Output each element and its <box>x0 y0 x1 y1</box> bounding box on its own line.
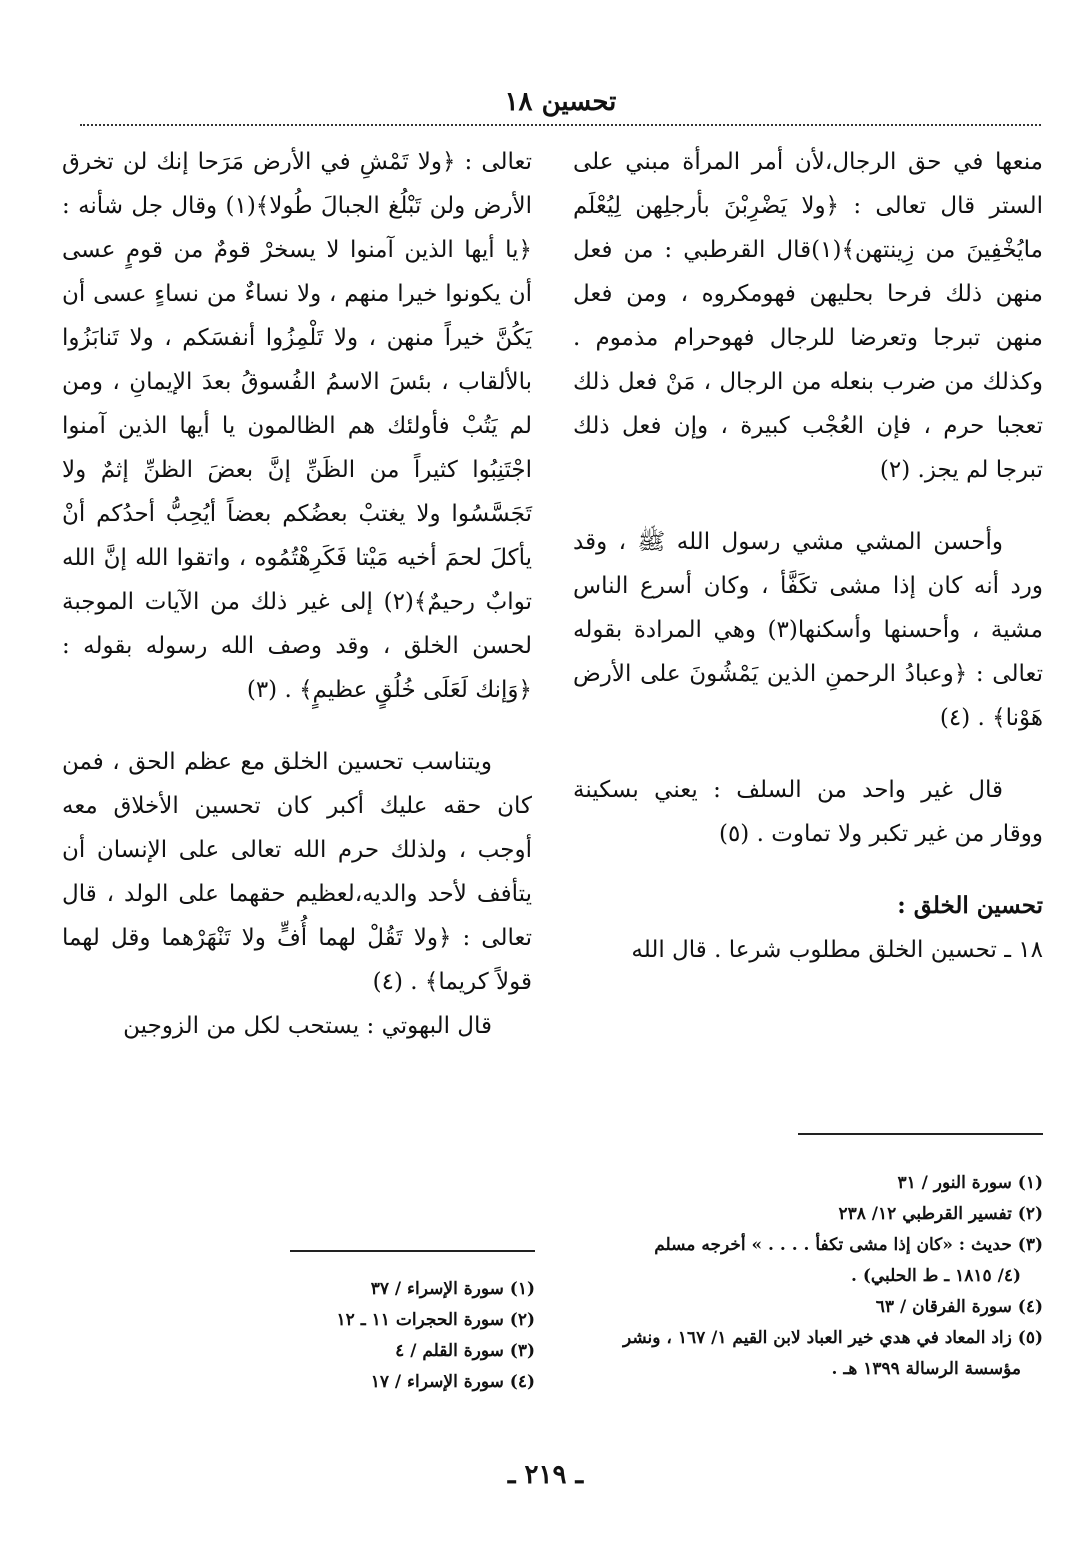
footnote: (٣) سورة القلم / ٤ <box>395 1341 535 1361</box>
section-heading: تحسين الخلق : <box>897 892 1043 919</box>
page-header <box>80 82 1041 128</box>
footnote: (٢) تفسير القرطبي ١٢/ ٢٣٨ <box>838 1204 1043 1224</box>
footnote: (٣) حديث : «كان إذا مشى تكفأ . . . . » أخرجه مسلم <box>654 1235 1043 1255</box>
right-column <box>573 140 1043 972</box>
header-divider <box>80 124 1041 126</box>
left-paragraph-3: قال البهوتي : يستحب لكل من الزوجين <box>123 1013 492 1039</box>
right-paragraph-4: ١٨ ـ تحسين الخلق مطلوب شرعا . قال الله <box>631 937 1043 963</box>
footnote: (٤) سورة الإسراء / ١٧ <box>370 1372 535 1392</box>
footnote: (١) سورة الإسراء / ٣٧ <box>370 1279 535 1299</box>
footnote-continuation: (٤/ ١٨١٥ ـ ط الحلبي) . <box>850 1266 1021 1286</box>
right-paragraph-2: وأحسن المشي مشي رسول الله ﷺ ، وقد ورد أنه كان إذا مشى تكَفَّأ ، وكان أسرع الناس مشية ، وأحسنها وأسكنها(٣) وهي المرادة بقوله تعالى : ﴿وعبادُ الرحمنِ الذين يَمْشُونَ على الأرض هَوْنا﴾ . (٤) <box>573 529 1043 731</box>
left-paragraph-2: ويتناسب تحسين الخلق مع عظم الحق ، فمن كان حقه عليك أكبر كان تحسين الأخلاق معه أوجب ، ولذلك حرم الله تعالى على الإنسان أن يتأفف لأحد والديه،لعظيم حقهما على الولد ، قال تعالى : ﴿ولا تَقُلْ لهما أُفٍّ ولا تَنْهَرْهما وقل لهما قولاً كريما﴾ . (٤) <box>62 749 532 995</box>
footnote-continuation: مؤسسة الرسالة ١٣٩٩ هـ . <box>831 1359 1021 1379</box>
footnote: (٢) سورة الحجرات ١١ ـ ١٢ <box>336 1310 535 1330</box>
footnote: (١) سورة النور / ٣١ <box>897 1173 1043 1193</box>
right-paragraph-1: منعها في حق الرجال،لأن أمر المرأة مبني على الستر قال تعالى : ﴿ولا يَضْرِبْنَ بأرجلِهن لِيُعْلَم مايُخْفِينَ من زِينتهن﴾(١)قال القرطبي : من فعل منهن ذلك فرحا بحليهن فهومكروه ، ومن فعل منهن تبرجا وتعرضا للرجال فهوحرام مذموم . وكذلك من ضرب بنعله من الرجال ، مَنْ فعل ذلك تعجبا حرم ، فإن العُجْب كبيرة ، وإن فعل ذلك تبرجا لم يجز. (٢) <box>573 149 1044 483</box>
right-paragraph-3: قال غير واحد من السلف : يعني بسكينة ووقار من غير تكبر ولا تماوت . (٥) <box>573 777 1043 847</box>
footnote-separator-right <box>798 1133 1043 1135</box>
footnotes-left <box>65 1274 535 1398</box>
footnotes-right <box>573 1168 1043 1385</box>
footnote: (٥) زاد المعاد في هدي خير العباد لابن القيم ١/ ١٦٧ ، ونشر <box>623 1328 1043 1348</box>
footnote-separator-left <box>290 1250 535 1252</box>
page-title: تحسين ١٨ <box>504 87 617 117</box>
footnote: (٤) سورة الفرقان / ٦٣ <box>875 1297 1043 1317</box>
left-paragraph-1: تعالى : ﴿ولا تَمْشِ في الأرض مَرَحا إنك لن تخرق الأرض ولن تَبْلُغ الجبالَ طُولا﴾(١) وقال جل شأنه : ﴿يا أيها الذين آمنوا لا يسخرْ قومٌ من قومٍ عسى أن يكونوا خيرا منهم ، ولا نساءٌ من نساءٍ عسى أن يَكُنَّ خيراً منهن ، ولا تَلْمِزُوا أنفسَكم ، ولا تَنابَزُوا بالألقاب ، بئسَ الاسمُ الفُسوقُ بعدَ الإيمانِ ، ومن لم يَتُبْ فأولئك هم الظالمون يا أيها الذين آمنوا اجْتَنِبُوا كثيراً من الظَنِّ إنَّ بعضَ الظنِّ إثمٌ ولا تَجَسَّسُوا ولا يغتبْ بعضُكم بعضاً أيُحِبُّ أحدُكم أنْ يأكلَ لحمَ أخيه مَيْتا فَكَرِهْتُمُوه ، واتقوا الله إنَّ الله توابٌ رحيمٌ﴾(٢) إلى غير ذلك من الآيات الموجبة لحسن الخلق ، وقد وصف الله رسوله بقوله : ﴿وَإنك لَعَلَى خُلُقٍ عظيمٍ﴾ . (٣) <box>62 149 532 703</box>
left-column <box>62 140 532 1048</box>
page-number: ـ ٢١٩ ـ <box>507 1460 584 1490</box>
